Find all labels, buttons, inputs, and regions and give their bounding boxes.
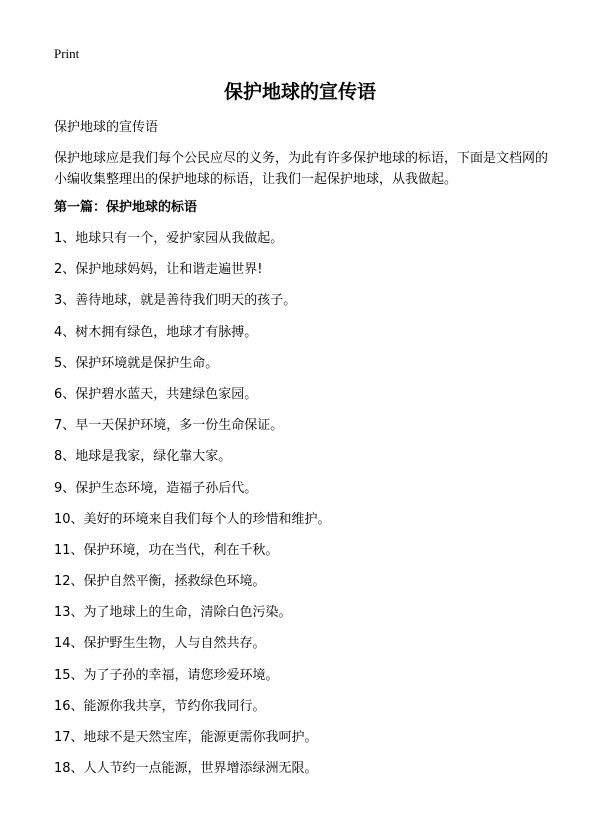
print-link[interactable]: Print	[54, 46, 80, 61]
slogan-item: 11、保护环境，功在当代，利在千秋。	[54, 542, 279, 558]
slogan-item: 14、保护野生生物，人与自然共存。	[54, 636, 266, 652]
section-heading: 第一篇：保护地球的标语	[54, 200, 198, 215]
slogan-item: 2、保护地球妈妈，让和谐走遍世界!	[54, 262, 263, 278]
slogan-list	[54, 230, 554, 791]
slogan-item: 9、保护生态环境，造福子孙后代。	[54, 480, 258, 496]
slogan-item: 4、树木拥有绿色，地球才有脉搏。	[54, 324, 258, 340]
slogan-item: 18、人人节约一点能源，世界增添绿洲无限。	[54, 761, 318, 777]
slogan-item: 17、地球不是天然宝库，能源更需你我呵护。	[54, 730, 318, 745]
document-subtitle: 保护地球的宣传语	[54, 120, 159, 135]
slogan-item: 3、善待地球，就是善待我们明天的孩子。	[54, 293, 297, 309]
document-title: 保护地球的宣传语	[223, 81, 376, 103]
slogan-item: 1、地球只有一个，爱护家园从我做起。	[54, 231, 284, 246]
intro-paragraph: 保护地球应是我们每个公民应尽的义务，为此有许多保护地球的标语，下面是文档网的小编收集整理出的保护地球的标语，让我们一起保护地球，从我做起。	[54, 151, 549, 187]
slogan-item: 7、早一天保护环境，多一份生命保证。	[54, 418, 284, 434]
slogan-item: 5、保护环境就是保护生命。	[54, 355, 219, 371]
slogan-item: 10、美好的环境来自我们每个人的珍惜和维护。	[54, 511, 331, 527]
slogan-item: 12、保护自然平衡，拯救绿色环境。	[54, 574, 266, 590]
slogan-item: 6、保护碧水蓝天，共建绿色家园。	[54, 386, 258, 402]
slogan-item: 16、能源你我共享，节约你我同行。	[54, 698, 266, 714]
slogan-item: 15、为了子孙的幸福，请您珍爱环境。	[54, 667, 279, 683]
slogan-item: 8、地球是我家，绿化靠大家。	[54, 449, 232, 465]
slogan-item: 13、为了地球上的生命，清除白色污染。	[54, 605, 292, 621]
